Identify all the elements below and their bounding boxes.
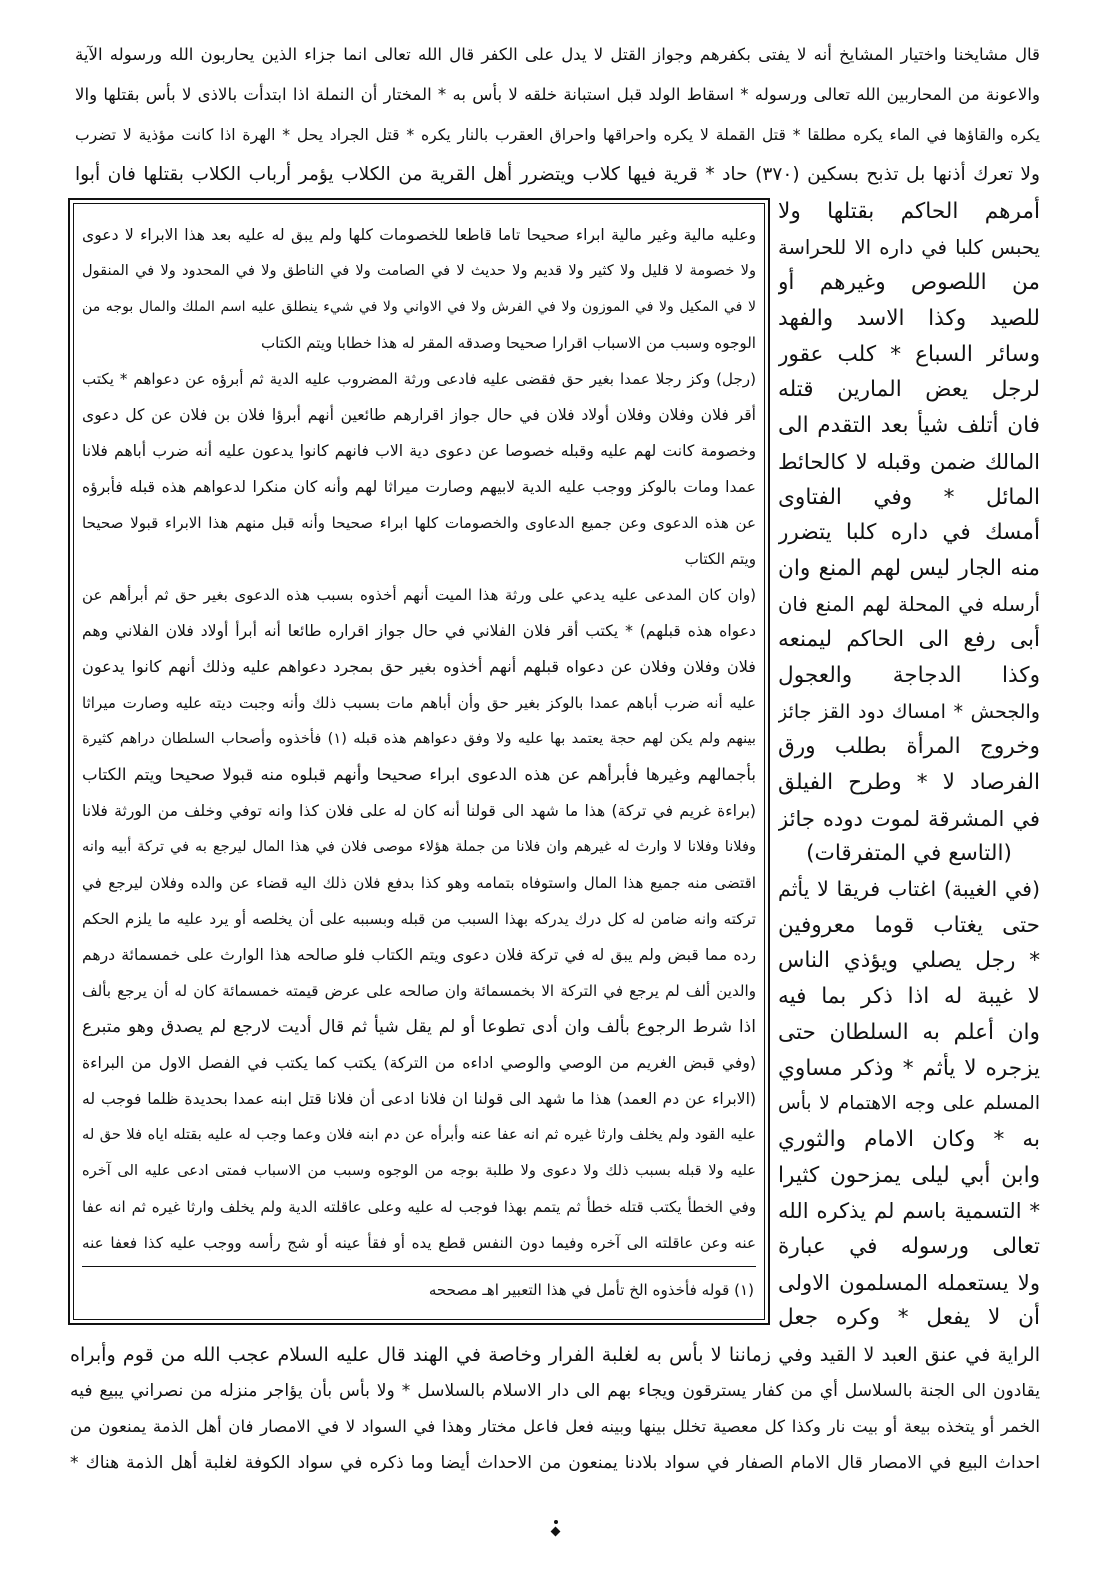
margin-text-line: * التسمية باسم لم يذكره الله — [778, 1198, 1040, 1224]
ornament-diamond — [551, 1527, 561, 1537]
main-text-line: أقر فلان وفلان وفلان أولاد فلان في حال جواز اقرارهم طائعين أنهم أبرؤا فلان بن فلان عن كل دعوى — [82, 406, 756, 424]
margin-text-line: * رجل يصلي ويؤذي الناس — [778, 948, 1040, 974]
bottom-text-line: يقادون الى الجنة بالسلاسل أي من كفار يسترقون ويجاء بهم الى دار الاسلام بالسلاسل * ولا بأس بأن يؤاجر منزله من نصراني يبيع فيه — [70, 1381, 1040, 1401]
main-text-line: فلان وفلان وفلان عن دعواه قبلهم أنهم أخذوه بغير حق بمجرد دعواهم عليه وذلك أنهم كانوا يدعون — [82, 657, 756, 676]
ornament-dot — [554, 1520, 558, 1524]
main-text-line: عمدا ومات بالوكز ووجب عليه الدية لابيهم وصارت ميراثا لهم وأنه كان منكرا لدعواهم هذه قبله فأبرؤه — [82, 478, 756, 496]
margin-text-line: المائل * وفي الفتاوى — [778, 484, 1040, 510]
main-text-line: تركته وانه ضامن له كل درك يدركه بهذا السبب من قبله وبسببه على أن يخلصه أو يرد عليه ما يلزم الحكم — [82, 910, 756, 928]
top-text-line: قال مشايخنا واختيار المشايخ أنه لا يفتى بكفرهم وجواز القتل لا يدل على الكفر قال الله تعالى انما جزاء الذين يحاربون الله ورسوله الآية — [75, 45, 1040, 64]
main-text-line: بينهم ولم يكن لهم حجة يعتمد بها عليه ولا وفق دعواهم هذه قبله (١) فأخذوه وأصحاب السلطان دراهم كثيرة — [82, 730, 756, 747]
main-text-line: عن هذه الدعوى وعن جميع الدعاوى والخصومات كلها ابراء صحيحا وأنه قبل منهم هذا الابراء قبولا صحيحا — [82, 514, 756, 532]
margin-text-line: أرسله في المحلة لهم المنع فان — [778, 592, 1040, 616]
margin-text-line: به * وكان الامام والثوري — [778, 1126, 1040, 1152]
margin-text-line: وسائر السباع * كلب عقور — [778, 341, 1040, 367]
main-text-box — [68, 198, 770, 1325]
margin-section-heading: (التاسع في المتفرقات) — [806, 841, 1012, 867]
margin-text-line: يحبس كلبا في داره الا للحراسة — [778, 235, 1040, 259]
margin-text-line: المسلم على وجه الاهتمام لا بأس — [778, 1093, 1040, 1115]
margin-text-line: يزجره لا يأثم * وذكر مساوي — [778, 1055, 1040, 1081]
footnote: (١) قوله فأخذوه الخ تأمل في هذا التعبير اهـ مصححه — [428, 1281, 754, 1299]
margin-text-line: تعالى ورسوله في عبارة — [778, 1233, 1040, 1259]
margin-text-line: وابن أبي ليلى يمزحون كثيرا — [778, 1162, 1040, 1188]
main-text-line: (رجل) وكز رجلا عمدا بغير حق فقضى عليه فادعى ورثة المضروب عليه الدية ثم أبرؤه عن دعواهم * يكتب — [82, 370, 756, 388]
main-text-line: عليه أنه ضرب أباهم عمدا بالوكز بغير حق وأن أباهم مات بسبب ذلك وأنه وجبت ديته عليه وصارت ميراثا — [82, 694, 756, 712]
main-text-line: رده مما قبض ولم يبق له في تركة فلان دعوى ويتم الكتاب فلو صالحه هذا الوارث على خمسمائة درهم — [82, 946, 756, 964]
margin-text-line: وكذا الدجاجة والعجول — [778, 662, 1040, 688]
margin-text-line: للصيد وكذا الاسد والفهد — [778, 306, 1040, 332]
margin-text-line: فان أتلف شيأ بعد التقدم الى — [778, 413, 1040, 439]
main-text-line: ويتم الكتاب — [684, 550, 756, 568]
margin-text-line: لا غيبة له اذا ذكر بما فيه — [778, 984, 1040, 1010]
main-text-line: عنه وعن عاقلته الى آخره وفيما دون النفس قطع يده أو فقأ عينه أو شج رأسه ووجب عليه كذا فعفا عنه — [82, 1234, 756, 1252]
main-text-line: (براءة غريم في تركة) هذا ما شهد الى قولنا أنه كان له على فلان كذا وانه توفي وخلف من الورثة فلانا — [82, 802, 756, 820]
main-text-line: (وفي قبض الغريم من الوصي والوصي اداءه من التركة) يكتب كما يكتب في الفصل الاول من البراءة — [82, 1054, 756, 1072]
margin-text-line: أبى رفع الى الحاكم ليمنعه — [778, 627, 1040, 653]
main-text-line: عليه ولا قبله بسبب ذلك ولا دعوى ولا طلبة بوجه من الوجوه وسبب من الاسباب فمتى ادعى عليه الى آخره — [82, 1162, 756, 1179]
main-text-line: وفلانا وفلانا لا وارث له غيرهم وان فلانا من جملة هؤلاء موصى فلان في هذا المال ليرجع به في تركة أبيه وانه — [82, 838, 756, 855]
margin-text-line: في المشرقة لموت دوده جائز — [778, 805, 1040, 831]
main-text-line: ولا خصومة لا قليل ولا كثير ولا قديم ولا حديث لا في الصامت ولا في الناطق ولا في المحدود ولا في المنقول — [82, 262, 756, 279]
margin-text-line: حتى يغتاب قوما معروفين — [778, 912, 1040, 938]
main-text-line: بأجمالهم وغيرها فأبرأهم عن هذه الدعوى ابراء صحيحا وأنهم قبلوه منه قبولا صحيحا ويتم الكتاب — [82, 765, 756, 784]
footnote-divider — [82, 1266, 756, 1267]
margin-text-line: الفرصاد لا * وطرح الفيلق — [778, 770, 1040, 795]
margin-text-line: من اللصوص وغيرهم أو — [778, 270, 1040, 296]
page-ornament — [549, 1520, 563, 1540]
margin-text-line: والجحش * امساك دود القز جائز — [778, 699, 1040, 723]
main-text-line: (الابراء عن دم العمد) هذا ما شهد الى قولنا ان فلانا ادعى أن فلانا قتل ابنه عمدا بحديدة ظلما فوجب له — [82, 1090, 756, 1108]
margin-text-line: المالك ضمن وقبله لا كالحائط — [778, 448, 1040, 474]
main-text-line: الوجوه وسبب من الاسباب اقرارا صحيحا وصدقه المقر له هذا خطابا ويتم الكتاب — [260, 334, 756, 352]
top-text-line: ولا تعرك أذنها بل تذبح بسكين (٣٧٠) حاد * قرية فيها كلاب ويتضرر أهل القرية من الكلاب يؤمر أرباب الكلاب بقتلها فان أبوا — [75, 164, 1040, 185]
main-text-line: وخصومة كانت لهم عليه وقبله خصوصا عن دعوى دية الاب فانهم كانوا يدعون عليه أنه ضرب أباهم فلانا — [82, 442, 756, 460]
bottom-text-block — [70, 1337, 1040, 1481]
top-text-line: والاعونة من المحاربين الله تعالى ورسوله * اسقاط الولد قبل استبانة خلقه لا بأس به * المختار أن النملة اذا ابتدأت بالاذى لا بأس بقتلها والا — [75, 85, 1040, 104]
margin-text-line: وخروج المرأة بطلب ورق — [778, 734, 1040, 760]
main-text-line: دعواه هذه قبلهم) * يكتب أقر فلان الفلاني في حال جواز اقراره طائعا أنه أبرأ أولاد فلان الفلاني وهم — [82, 622, 756, 640]
bottom-text-line: احداث البيع في الامصار قال الامام الصفار في سواد بلادنا يمنعون من الاحداث أيضا وما ذكره في سواد الكوفة لغلبة أهل الذمة هناك * — [70, 1453, 1040, 1473]
margin-text-line: منه الجار ليس لهم المنع وان — [778, 555, 1040, 581]
main-text-line: لا في المكيل ولا في الموزون ولا في الفرش ولا في الاواني ولا في شيء ينطلق عليه اسم الملك والمال بوجه من — [82, 299, 756, 315]
margin-notes-column — [778, 194, 1040, 1336]
main-text-line: والدين ألف لم يرجع في التركة الا بخمسمائة وان صالحه على عرض قيمته خمسمائة كان له أن يرجع بألف — [82, 982, 756, 1000]
bottom-text-line: الراية في عنق العبد لا القيد وفي زماننا لا بأس به لغلبة الفرار وخاصة في الهند قال عليه السلام عجب الله من قوم وأبراه — [70, 1343, 1040, 1366]
main-text-line: (وان كان المدعى عليه يدعي على ورثة هذا الميت أنهم أخذوه بسبب هذه الدعوى بغير حق ثم أبرأهم عن — [82, 586, 756, 604]
bottom-text-line: الخمر أو يتخذه بيعة أو بيت نار وكذا كل معصية تخلل بينها وبينه فعل فاعل مختار وهذا في السواد لا في الامصار فان أهل الذمة يمنعون من — [70, 1417, 1040, 1436]
margin-text-line: وان أعلم به السلطان حتى — [778, 1019, 1040, 1045]
top-text-line: يكره والقاؤها في الماء يكره مطلقا * قتل القملة لا يكره واحراقها واحراق العقرب بالنار يكره * قتل الجراد يحل * الهرة اذا كانت مؤذية لا تضرب — [75, 126, 1040, 144]
main-text-line: اقتضى منه جميع هذا المال واستوفاه بتمامه وهو كذا بدفع فلان ذلك اليه قضاء عن والده وفلان ليرجع في — [82, 874, 756, 892]
margin-text-line: أمسك في داره كلبا يتضرر — [778, 520, 1040, 546]
main-text-body — [82, 217, 756, 1261]
main-text-line: وعليه مالية وغير مالية ابراء صحيحا تاما قاطعا للخصومات كلها ولم يبق له عليه بعد هذا الابراء لا دعوى — [82, 226, 756, 244]
margin-text-line: (في الغيبة) اغتاب فريقا لا يأثم — [778, 877, 1040, 902]
main-text-line: اذا شرط الرجوع بألف وان أدى تطوعا أو لم يقل شيأ ثم قال أديت لارجع لم يصدق وهو متبرع — [82, 1017, 756, 1037]
main-text-line: وفي الخطأ يكتب قتله خطأ ثم يتمم بهذا فوجب له عليه وعلى عاقلته الدية ولم يخلف وارثا غيره ثم انه عفا — [82, 1198, 756, 1216]
margin-text-line: لرجل يعض المارين قتله — [778, 377, 1040, 403]
margin-text-line: أن لا يفعل * وكره جعل — [778, 1305, 1040, 1331]
margin-text-line: ولا يستعمله المسلمون الاولى — [778, 1269, 1040, 1295]
margin-text-line: أمرهم الحاكم بقتلها ولا — [778, 199, 1040, 224]
main-text-line: عليه القود ولم يخلف وارثا غيره ثم انه عفا عنه وأبرأه عن دم ابنه فلان وعما وجب له عليه بقتله اياه فلا حق له — [82, 1126, 756, 1143]
top-text-block — [75, 35, 1040, 195]
